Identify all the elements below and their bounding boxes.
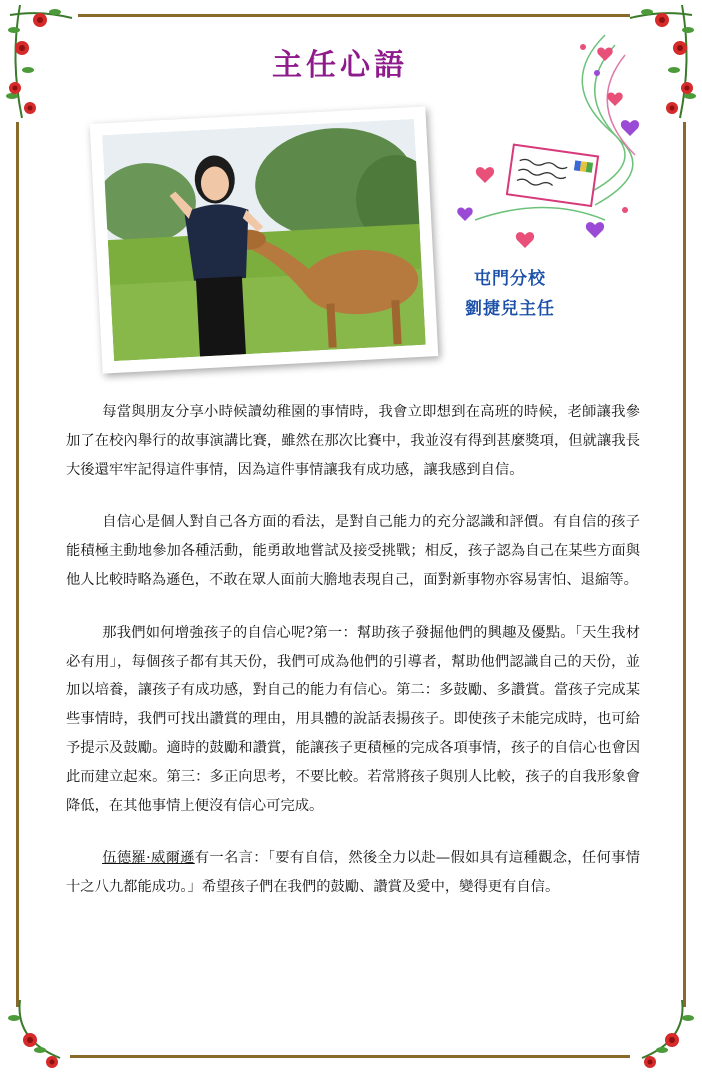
- frame-left-border: [16, 122, 19, 1007]
- photo-girl-with-deer: [102, 119, 425, 361]
- frame-bottom-border: [70, 1055, 630, 1058]
- paragraph-4-text: 有一名言：「要有自信，然後全力以赴—假如具有這種觀念，任何事情十之八九都能成功。」希望孩子們在我們的鼓勵、讚賞及愛中，變得更有自信。: [66, 850, 640, 896]
- rose-corner-top-left: [0, 0, 80, 120]
- frame-top-border: [78, 14, 630, 17]
- page-title: 主任心語: [272, 48, 408, 83]
- frame-right-border: [683, 122, 686, 1007]
- quote-author-name: 伍德羅·威爾遜: [102, 850, 195, 867]
- rose-corner-bottom-left: [0, 1000, 70, 1079]
- photo-frame: [90, 106, 439, 373]
- author-school: 屯門分校: [474, 269, 546, 289]
- paragraph-3: [66, 619, 640, 821]
- article-body: [66, 398, 640, 902]
- paragraph-2: [66, 508, 640, 594]
- rose-corner-bottom-right: [632, 1000, 702, 1079]
- paragraph-1-text: 每當與朋友分享小時候讀幼稚園的事情時，我會立即想到在高班的時候，老師讓我參加了在校內舉行的故事演講比賽，雖然在那次比賽中，我並沒有得到甚麼獎項，但就讓我長大後還牢牢記得這件事情，因為這件事情讓我有成功感，讓我感到自信。: [66, 404, 640, 478]
- author-name: 劉捷兒主任: [465, 299, 555, 319]
- decorative-letter-hearts: [455, 25, 645, 255]
- paragraph-3-text: 那我們如何增強孩子的自信心呢?第一：幫助孩子發掘他們的興趣及優點。「天生我材必有用」，每個孩子都有其天份，我們可成為他們的引導者，幫助他們認識自己的天份，並加以培養，讓孩子有成功感，對自己的能力有信心。第二：多鼓勵、多讚賞。當孩子完成某些事情時，我們可找出讚賞的理由，用具體的說話表揚孩子。即使孩子未能完成時，也可給予提示及鼓勵。適時的鼓勵和讚賞，能讓孩子更積極的完成各項事情，孩子的自信心也會因此而建立起來。第三：多正向思考，不要比較。若常將孩子與別人比較，孩子的自我形象會降低，在其他事情上便沒有信心可完成。: [66, 624, 640, 814]
- paragraph-1: [66, 398, 640, 484]
- paragraph-2-text: 自信心是個人對自己各方面的看法，是對自己能力的充分認識和評價。有自信的孩子能積極主動地參加各種活動，能勇敢地嘗試及接受挑戰；相反，孩子認為自己在某些方面與他人比較時略為遜色，不敢在眾人面前大膽地表現自己，面對新事物亦容易害怕、退縮等。: [66, 514, 640, 588]
- paragraph-4: [66, 844, 640, 902]
